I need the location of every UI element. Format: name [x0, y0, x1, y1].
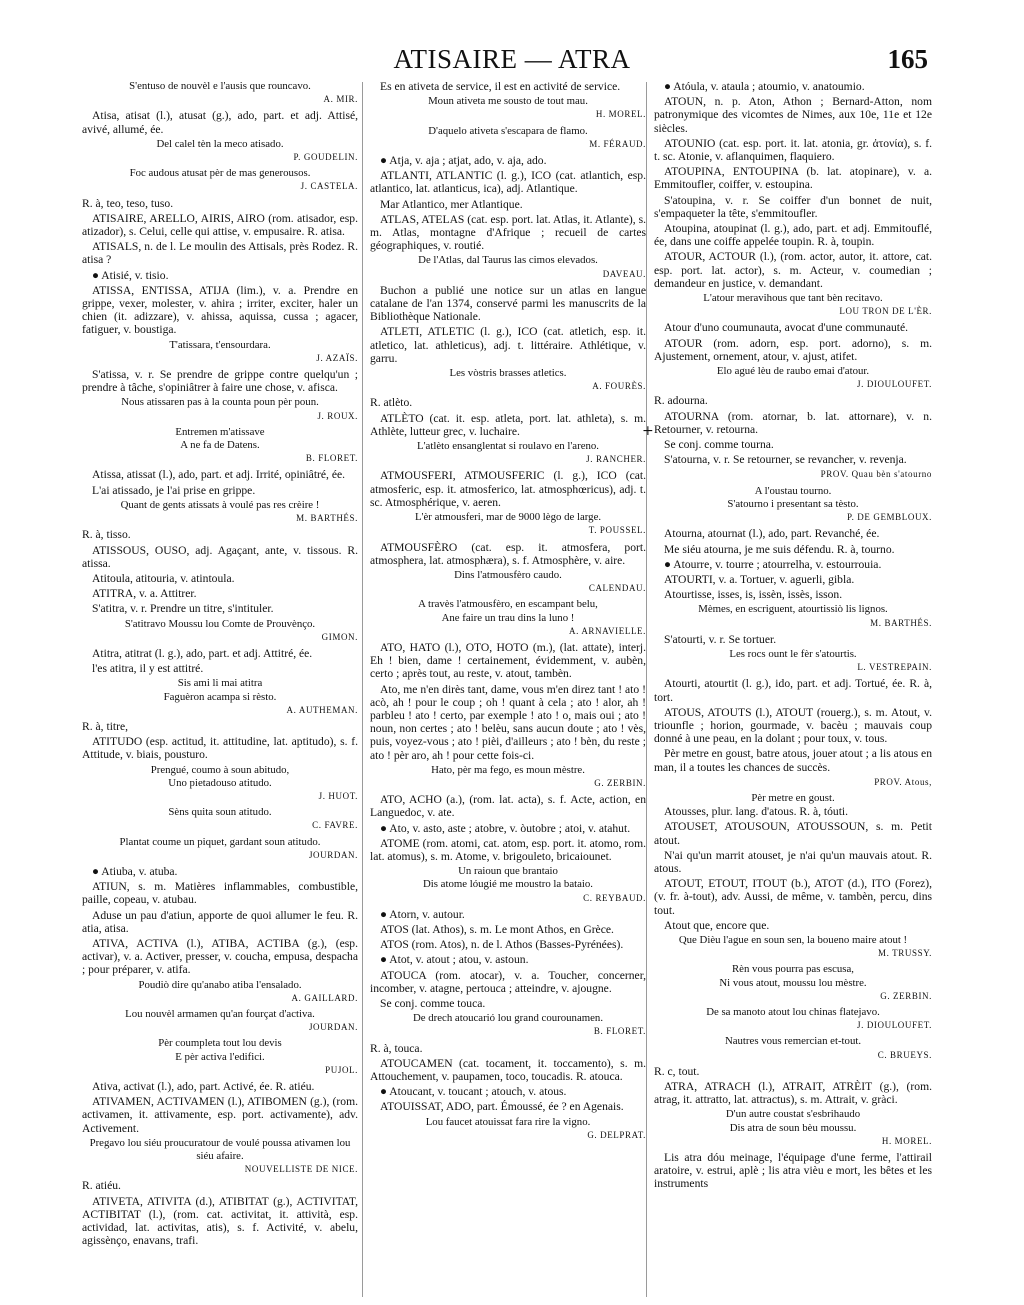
dictionary-entry: ATOS (rom. Atos), n. de l. Athos (Basses-Pyrénées).	[380, 938, 624, 952]
dictionary-entry: Atisa, atisat (l.), atusat (g.), ado, part. et adj. Attisé, avivé, allumé, ée.	[82, 109, 358, 136]
dictionary-entry: Pèr metre en goust, batre atous, jouer atout ; a lis atous en man, il a toutes les chances de succès.	[654, 747, 932, 774]
citation-author: M. BARTHÉS.	[296, 513, 358, 524]
quotation-line: T'atissara, t'ensourdara.	[169, 338, 271, 351]
citation-author: J. HUOT.	[318, 790, 358, 801]
etymology-note: R. adourna.	[654, 394, 708, 408]
citation-author: GIMON.	[321, 631, 358, 642]
dictionary-entry: ATOUISSAT, ADO, part. Émoussé, ée ? en Agenais.	[380, 1100, 624, 1114]
dictionary-entry: ATRA, ATRACH (l.), ATRAIT, ATRÈIT (g.), (rom. atrag, it. attratto, lat. attractus), s. m. Attrait, v. gràci.	[654, 1080, 932, 1107]
citation-author: M. FÉRAUD.	[589, 138, 646, 149]
dictionary-entry: ATOUT, ETOUT, ITOUT (b.), ATOT (d.), ITO (Forez), (v. fr. à-tout), adv. Aussi, de même, v. tambèn, percu, dins tout.	[654, 877, 932, 917]
quotation-line: Pèr coumpleta tout lou devis	[158, 1037, 282, 1050]
dictionary-entry: ATISAIRE, ARELLO, AIRIS, AIRO (rom. atisador, esp. atizador), s. Celui, celle qui attise, v. empusaire. R. atisa.	[82, 211, 358, 239]
citation-author: L. VESTREPAIN.	[857, 662, 932, 673]
citation-author: JOURDAN.	[308, 849, 358, 860]
citation-author: H. MOREL.	[595, 109, 646, 120]
quotation-line: Pèr metre en goust.	[751, 791, 835, 804]
dictionary-entry: Atourtisse, isses, is, issèn, issès, isson.	[664, 588, 843, 602]
citation-author: DAVEAU.	[602, 268, 646, 279]
dictionary-entry: Es en ativeta de service, il est en activité de service.	[380, 80, 621, 93]
quotation-line: Lou faucet atouissat fara rire la vigno.	[425, 1115, 591, 1128]
quotation-line: A travès l'atmousfèro, en escampant belu,	[418, 598, 598, 611]
dictionary-entry: ATOS (lat. Athos), s. m. Le mont Athos, en Grèce.	[380, 922, 614, 936]
dictionary-entry: Atissa, atissat (l.), ado, part. et adj. Irrité, opiniâtré, ée.	[92, 468, 346, 482]
dictionary-entry: Lis atra dóu meinage, l'équipage d'une ferme, l'attirail aratoire, v. estrui, aplè ; lis atra vièu e mort, les bêtes et les instruments	[654, 1151, 932, 1191]
quotation-line: Entremen m'atissave	[175, 425, 265, 438]
dictionary-entry: ATOUR (rom. adorn, esp. port. adorno), s. m. Ajustement, ornement, atour, v. ajust, atifet.	[654, 336, 932, 363]
column-left	[82, 80, 358, 1295]
dictionary-entry: ATMOUSFERI, ATMOUSFERIC (l. g.), ICO (cat. atmosferic, esp. it. atmosferico, lat. atmosphœricus), adj. t. sc. Atmosphérique, v. aeren.	[370, 469, 646, 509]
quotation-line: L'atour meravihous que tant bèn recitavo.	[703, 292, 883, 305]
quotation-line: Mèmes, en escriguent, atourtissiò lis lignos.	[698, 603, 888, 616]
dictionary-entry: ATOURNA (rom. atornar, b. lat. attornare), v. n. Retourner, v. retourna.	[654, 409, 932, 436]
dictionary-entry: ATOUCA (rom. atocar), v. a. Toucher, concerner, incomber, v. atagne, pertouca ; atteindre, v. ajougne.	[370, 968, 646, 995]
dictionary-entry: ATIUN, s. m. Matières inflammables, combustible, paille, copeau, v. atubau.	[82, 880, 358, 907]
dictionary-entry: L'ai atissado, je l'ai prise en grippe.	[92, 483, 256, 497]
citation-author: J. ROUX.	[317, 410, 358, 421]
quotation-line: A l'oustau tourno.	[754, 484, 832, 497]
quotation-line: Rèn vous pourra pas escusa,	[731, 963, 855, 976]
citation-author: LOU TRON DE L'ÈR.	[839, 306, 932, 317]
citation-author: NOUVELLISTE DE NICE.	[244, 1164, 358, 1175]
citation-author: A. MIR.	[323, 94, 358, 105]
citation-author: J. DIOULOUFET.	[857, 1020, 932, 1031]
page-number: 165	[887, 44, 928, 74]
etymology-note: R. à, teo, teso, tuso.	[82, 196, 174, 210]
citation-author: C. BRUEYS.	[877, 1049, 932, 1060]
dictionary-entry: Ativa, activat (l.), ado, part. Activé, ée. R. atiéu.	[92, 1080, 315, 1094]
citation-author: A. FOURÈS.	[592, 381, 646, 392]
citation-author: P. GOUDELIN.	[293, 152, 358, 163]
etymology-note: R. c, tout.	[654, 1064, 700, 1078]
quotation-line: Dis atra de soun bèu moussu.	[729, 1121, 857, 1134]
dictionary-entry: ATLÈTO (cat. it. esp. atleta, port. lat. athleta), s. m. Athlète, lutteur grec, v. luchaire.	[370, 411, 646, 438]
quotation-line: D'un autre coustat s'esbrihaudo	[725, 1108, 861, 1121]
quotation-line: Dins l'atmousfèro caudo.	[454, 568, 562, 581]
etymology-note: R. atiéu.	[82, 1179, 121, 1193]
column-divider	[362, 82, 363, 1297]
dictionary-entry: ● Atisié, v. tisio.	[92, 268, 169, 282]
etymology-note: R. à, tisso.	[82, 528, 131, 542]
etymology-note: R. à, titre,	[82, 719, 129, 733]
dictionary-entry: S'atissa, v. r. Se prendre de grippe contre quelqu'un ; prendre à tâche, s'opiniâtrer à faire une chose, v. afisca.	[82, 368, 358, 395]
column-divider	[646, 82, 647, 1297]
citation-author: P. DE GEMBLOUX.	[846, 512, 932, 523]
dictionary-entry: ● Ato, v. asto, aste ; atobre, v. òutobre ; atoi, v. atahut.	[380, 821, 631, 835]
dictionary-entry: ATISSA, ENTISSA, ATIJA (lim.), v. a. Prendre en grippe, vexer, molester, v. ahira ; irriter, exciter, haler un chien (it. adizzare), v. ahissa, aquissa, cussa ; agacer, fatiguer, v. boustiga.	[82, 283, 358, 337]
citation-author: J. CASTELA.	[300, 181, 358, 192]
quotation-line: Moun ativeta me sousto de tout mau.	[428, 95, 588, 108]
citation-author: J. AZAÏS.	[316, 352, 358, 363]
quotation-line: Elo agué lèu de raubo emai d'atour.	[716, 365, 870, 378]
dictionary-entry: ● Atot, v. atout ; atou, v. astoun.	[380, 953, 529, 967]
quotation-line: Foc audous atusat pèr de mas generousos.	[129, 167, 311, 180]
quotation-line: S'atitravo Moussu lou Comte de Prouvènço.	[124, 617, 316, 630]
dictionary-entry: Atourna, atournat (l.), ado, part. Revanché, ée.	[664, 527, 880, 541]
etymology-note: R. atlèto.	[370, 396, 413, 410]
dictionary-entry: ATOME (rom. atomi, cat. atom, esp. port. it. atomo, rom. lat. atomus), s. m. Atome, v. brigouleto, bricaiounet.	[370, 836, 646, 863]
quotation-line: Lou nouvèl armamen qu'an fourçat d'activa.	[125, 1008, 315, 1020]
dictionary-entry: S'atourna, v. r. Se retourner, se revancher, v. revenja.	[664, 453, 907, 467]
quotation-line: Del calel tèn la meco atisado.	[156, 137, 284, 150]
citation-author: C. REYBAUD.	[583, 892, 646, 903]
page-header	[0, 44, 1024, 80]
quotation-line: S'entuso de nouvèl e l'ausis que rouncavo.	[129, 80, 311, 92]
dictionary-entry: S'atitra, v. r. Prendre un titre, s'intituler.	[92, 602, 274, 616]
quotation-line: Dis atome lóugié me moustro la bataio.	[422, 878, 593, 891]
dictionary-entry: Atout que, encore que.	[664, 918, 770, 932]
dictionary-entry: ● Atóula, v. ataula ; atoumio, v. anatoumio.	[664, 80, 865, 93]
dictionary-entry: ATLANTI, ATLANTIC (l. g.), ICO (cat. atlantich, esp. atlantico, lat. atlanticus, ica), adj. Atlantique.	[370, 169, 646, 196]
dictionary-entry: ● Atourre, v. tourre ; atourrelha, v. estourrouia.	[664, 557, 882, 571]
margin-mark: +	[642, 423, 654, 439]
column-middle	[370, 80, 646, 1295]
dictionary-entry: N'ai qu'un marrit atouset, je n'ai qu'un mauvais atout. R. atous.	[654, 848, 932, 875]
quotation-line: D'aquelo ativeta s'escapara de flamo.	[428, 124, 588, 137]
dictionary-entry: ATMOUSFÈRO (cat. esp. it. atmosfera, port. atmosphera, lat. atmosphæra), s. f. Atmosphère, v. aire.	[370, 540, 646, 567]
citation-author: G. DELPRAT.	[587, 1129, 646, 1140]
quotation-line: De drech atoucarió lou grand courounamen.	[412, 1012, 604, 1025]
citation-author: M. BARTHÉS.	[870, 617, 932, 628]
dictionary-entry: Atitoula, atitouria, v. atintoula.	[92, 571, 235, 585]
dictionary-entry: ATISALS, n. de l. Le moulin des Attisals, près Rodez. R. atisa ?	[82, 240, 358, 267]
dictionary-entry: ● Atja, v. aja ; atjat, ado, v. aja, ado.	[380, 154, 547, 168]
quotation-line: Hato, pèr ma fego, es moun mèstre.	[431, 763, 585, 776]
dictionary-entry: ATOURTI, v. a. Tortuer, v. aguerli, gibla.	[664, 572, 855, 586]
citation-author: PROV. Atous,	[874, 776, 932, 787]
quotation-line: E pèr activa l'edifici.	[175, 1050, 265, 1063]
dictionary-entry: ATOUS, ATOUTS (l.), ATOUT (rouerg.), s. m. Atout, v. triounfle ; horion, gourmade, v. bacèu ; mauvais coup donné à une peau, en la dolant ; pour toux, v. tous.	[654, 705, 932, 746]
dictionary-entry: Atousses, plur. lang. d'atous. R. à, tóuti.	[664, 805, 849, 819]
dictionary-entry: S'atoupina, v. r. Se coiffer d'un bonnet de nuit, s'empaqueter la tête, s'emmitoufler.	[654, 193, 932, 220]
dictionary-entry: ATOUR, ACTOUR (l.), (rom. actor, autor, it. attore, cat. esp. port. lat. actor), s. m. Acteur, v. coumedian ; demandeur en justice, v. demandant.	[654, 250, 932, 290]
dictionary-entry: Ato, me n'en dirès tant, dame, vous m'en direz tant ! ato ! acò, ah ! pour le coup ; oh ! quant à cela ; ato ! alor, ah ! parbleu ! ato ! certo, par exemple ! ato ! o, mais oui ; ato ! noun, non certes ; ato ! belèu, sans aucun doute ; ato ! vès, puis, voyez-vous ; ato ! pièi, d'ailleurs ; ato ! bèn, du reste ; ato ! pèr aro, ah ! pour cette fois-ci.	[370, 682, 646, 762]
citation-author: M. TRUSSY.	[878, 948, 932, 959]
quotation-line: Quant de gents atissats à voulé pas res crèire !	[120, 498, 320, 511]
dictionary-entry: ATLAS, ATELAS (cat. esp. port. lat. Atlas, it. Atlante), s. m. Atlas, montagne d'Afrique ; recueil de cartes géographiques, v. routié.	[370, 212, 646, 253]
dictionary-entry: Se conj. comme touca.	[380, 997, 486, 1010]
quotation-line: A ne fa de Datens.	[180, 439, 260, 452]
dictionary-entry: ATOUN, n. p. Aton, Athon ; Bernard-Atton, nom patronymique des vicomtes de Nimes, aux 10e, 11e et 12e siècles.	[654, 95, 932, 135]
quotation-line: Pregavo lou siéu proucuratour de voulé poussa ativamen lou siéu afaire.	[89, 1136, 351, 1163]
quotation-line: Un raioun que brantaio	[458, 865, 558, 878]
citation-author: J. DIOULOUFET.	[857, 379, 932, 390]
citation-author: G. ZERBIN.	[594, 777, 646, 788]
dictionary-entry: ● Atiuba, v. atuba.	[92, 864, 178, 878]
quotation-line: L'atlèto ensanglentat si roulavo en l'areno.	[417, 440, 599, 453]
quotation-line: Sèns quita soun atitudo.	[168, 806, 272, 819]
quotation-line: De l'Atlas, dal Taurus las cimos elevados.	[418, 254, 598, 267]
quotation-line: Prengué, coumo à soun abitudo,	[150, 763, 290, 776]
dictionary-entry: Atour d'uno coumunauta, avocat d'une communauté.	[664, 321, 909, 335]
citation-author: A. ARNAVIELLE.	[569, 625, 646, 636]
dictionary-entry: ATIVAMEN, ACTIVAMEN (l.), ATIBOMEN (g.), (rom. activamen, it. attivamente, esp. port. activamente), adv. Activement.	[82, 1095, 358, 1135]
citation-author: T. POUSSEL.	[588, 525, 646, 536]
citation-author: B. FLORET.	[593, 1026, 646, 1037]
quotation-line: Poudiò dire qu'anabo atiba l'ensalado.	[138, 978, 302, 991]
dictionary-entry: Atourti, atourtit (l. g.), ido, part. et adj. Tortué, ée. R. à, tort.	[654, 677, 932, 704]
quotation-line: Plantat coume un piquet, gardant soun atitudo.	[119, 835, 321, 848]
quotation-line: Sis ami li mai atitra	[177, 677, 263, 690]
citation-author: J. RANCHER.	[586, 454, 646, 465]
dictionary-entry: Buchon a publié une notice sur un atlas en langue catalane de l'an 1374, conservé parmi les manuscrits de la Bibliothèque Nationale.	[370, 283, 646, 324]
quotation-line: S'atourno i presentant sa tèsto.	[727, 497, 859, 510]
citation-author: H. MOREL.	[881, 1135, 932, 1146]
citation-author: B. FLORET.	[305, 453, 358, 464]
column-right	[654, 80, 932, 1295]
dictionary-entry: Aduse un pau d'atiun, apporte de quoi allumer le feu. R. atia, atisa.	[82, 908, 358, 935]
citation-author: CALENDAU.	[588, 583, 646, 594]
citation-author: A. AUTHEMAN.	[286, 704, 358, 715]
dictionary-entry: Atitra, atitrat (l. g.), ado, part. et adj. Attitré, ée.	[92, 646, 313, 660]
quotation-line: Les vòstris brasses atletics.	[449, 367, 567, 380]
quotation-line: Ane faire un trau dins la luno !	[441, 611, 575, 624]
dictionary-entry: ATIVA, ACTIVA (l.), ATIBA, ACTIBA (g.), (esp. activar), v. a. Activer, presser, v. coucha, empusa, despacha ; pour préparer, v. atifa.	[82, 936, 358, 977]
citation-author: C. FAVRE.	[312, 820, 358, 831]
quotation-line: Les rocs ount le fèr s'atourtis.	[729, 647, 857, 660]
dictionary-entry: Mar Atlantico, mer Atlantique.	[380, 197, 523, 211]
dictionary-entry: ATITUDO (esp. actitud, it. attitudine, lat. aptitudo), s. f. Attitude, v. biais, pousturo.	[82, 735, 358, 762]
quotation-line: Nous atissaren pas à la counta poun pèr poun.	[121, 396, 319, 409]
quotation-line: Uno pietadouso atitudo.	[168, 776, 272, 789]
quotation-line: Ni vous atout, moussu lou mèstre.	[719, 976, 867, 989]
quotation-line: Nautres vous remercian et-tout.	[724, 1035, 862, 1048]
dictionary-entry: Se conj. comme tourna.	[664, 438, 774, 452]
citation-author: A. GAILLARD.	[291, 992, 358, 1003]
dictionary-entry: ATLETI, ATLETIC (l. g.), ICO (cat. atletich, esp. it. atletico, lat. athleticus), adj. t. littéraire. Athlétique, v. garru.	[370, 325, 646, 365]
dictionary-entry: ATITRA, v. a. Attitrer.	[92, 587, 197, 601]
dictionary-entry: ATOUCAMEN (cat. tocament, it. toccamento), s. m. Attouchement, v. paupamen, toco, toucadis. R. atouca.	[370, 1056, 646, 1084]
quotation-line: Que Dièu l'ague en soun sen, la boueno maire atout !	[678, 933, 908, 946]
running-title: ATISAIRE — ATRA	[393, 44, 631, 74]
dictionary-entry: ATISSOUS, OUSO, adj. Agaçant, ante, v. tissous. R. atissa.	[82, 543, 358, 570]
citation-author: G. ZERBIN.	[880, 990, 932, 1001]
dictionary-entry: ATIVETA, ATIVITA (d.), ATIBITAT (g.), ACTIVITAT, ACTIBITAT (l.), (rom. cat. activitat, it. attività, esp. actividad, lat. activitas, atis), s. f. Activité, v. abelu, agissènço, enavans, trafi.	[82, 1194, 358, 1248]
dictionary-entry: S'atourti, v. r. Se tortuer.	[664, 632, 777, 646]
dictionary-entry: ● Atoucant, v. toucant ; atouch, v. atous.	[380, 1085, 567, 1099]
citation-author: JOURDAN.	[308, 1022, 358, 1033]
quotation-line: De sa manoto atout lou chinas flatejavo.	[706, 1006, 880, 1018]
quotation-line: Faguèron acampa si rèsto.	[163, 690, 277, 703]
dictionary-entry: ATOUPINA, ENTOUPINA (b. lat. atopinare), v. a. Emmitoufler, coiffer, v. estoupina.	[654, 165, 932, 192]
dictionary-entry: Me siéu atourna, je me suis défendu. R. à, tourno.	[664, 542, 895, 556]
dictionary-entry: ATO, HATO (l.), OTO, HOTO (m.), (lat. attate), interj. Eh ! bien, dame ! certainement, évidemment, v. aubèn, certo ; après tout, au reste, v. atout, tambèn.	[370, 640, 646, 681]
dictionary-entry: Atoupina, atoupinat (l. g.), ado, part. et adj. Emmitouflé, ée, dans une coiffe appelée toupin. R. à, toupin.	[654, 222, 932, 249]
dictionary-entry: ● Atorn, v. autour.	[380, 907, 465, 921]
dictionary-entry: ATOUSET, ATOUSOUN, ATOUSSOUN, s. m. Petit atout.	[654, 820, 932, 847]
dictionary-entry: ATOUNIO (cat. esp. port. it. lat. atonia, gr. ἀτονία), s. f. t. sc. Atonie, v. aflanquimen, flaquiero.	[654, 136, 932, 164]
citation-author: PROV. Quau bèn s'atourno	[820, 469, 932, 480]
etymology-note: R. à, touca.	[370, 1041, 423, 1055]
dictionary-entry: l'es atitra, il y est attitré.	[92, 662, 204, 676]
quotation-line: L'èr atmousferi, mar de 9000 lègo de large.	[414, 511, 602, 524]
dictionary-entry: ATO, ACHO (a.), (rom. lat. acta), s. f. Acte, action, en Languedoc, v. ate.	[370, 793, 646, 820]
citation-author: PUJOL.	[325, 1064, 358, 1075]
